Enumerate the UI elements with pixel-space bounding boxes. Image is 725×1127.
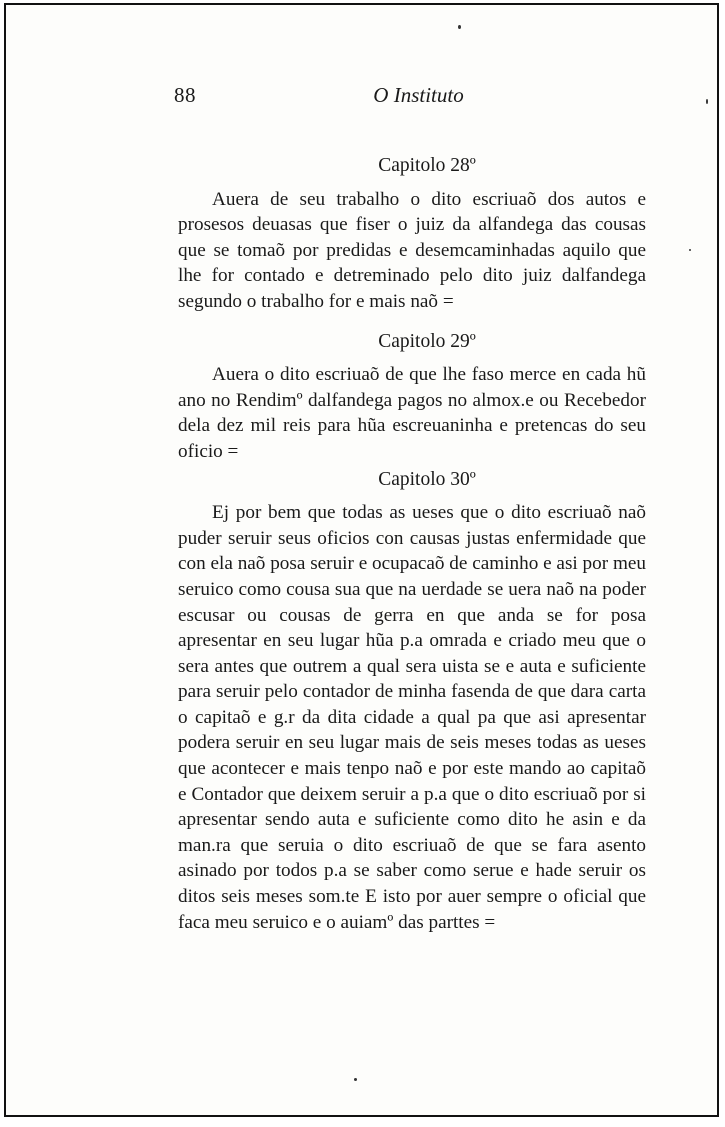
page-body [178, 143, 646, 935]
running-title: O Instituto [373, 83, 464, 107]
page-header [174, 83, 633, 113]
ink-speck [689, 249, 691, 251]
ink-speck [706, 99, 708, 104]
chapter-paragraph: Auera o dito escriuaõ de que lhe faso merce en cada hũ ano no Rendimº dalfandega pagos no almox.e ou Recebedor dela dez mil reis para hũa escreuaninha e pretencas do seu oficio = [178, 364, 646, 462]
ink-speck [458, 25, 461, 29]
chapter-heading: Capitolo 29º [378, 330, 476, 352]
chapter-paragraph: Auera de seu trabalho o dito escriuaõ dos autos e prosesos deuasas que fiser o juiz da alfandega das cousas que se tomaõ por predidas e desemcaminhadas aquilo que lhe for contado e detreminado pelo dito juiz dalfandega segundo o trabalho for e mais naõ = [178, 188, 646, 312]
ink-speck [354, 1078, 357, 1081]
book-page [4, 3, 719, 1117]
chapter-heading: Capitolo 28º [378, 155, 476, 176]
page-number: 88 [174, 83, 196, 107]
chapter-heading: Capitolo 30º [378, 468, 476, 490]
chapter-paragraph: Ej por bem que todas as ueses que o dito escriuaõ naõ puder seruir seus oficios con causas justas enfermidade que con ela naõ posa seruir e ocupacaõ de caminho e asi por meu seruico como cousa sua que na uerdade se uera naõ na poder escusar ou cousas de gerra en que anda se for posa apresentar en seu lugar hũa p.a omrada e criado meu que o sera antes que outrem a qual sera uista se e auta e suficiente para seruir pelo contador de minha fasenda de que dara carta o capitaõ e g.r da dita cidade a qual pa que asi apresentar podera seruir en seu lugar mais de seis meses todas as ueses que acontecer e mais tenpo naõ e por este mando ao capitaõ e Contador que deixem seruir a p.a que o dito escriuaõ por si apresentar sendo auta e suficiente como dito he asin e da man.ra que seruia o dito escriuaõ de que se fara asento asinado por todos p.a se saber como serue e hade seruir os ditos seis meses som.te E isto por auer sempre o oficial que faca meu seruico e o auiamº das parttes = [178, 502, 646, 933]
